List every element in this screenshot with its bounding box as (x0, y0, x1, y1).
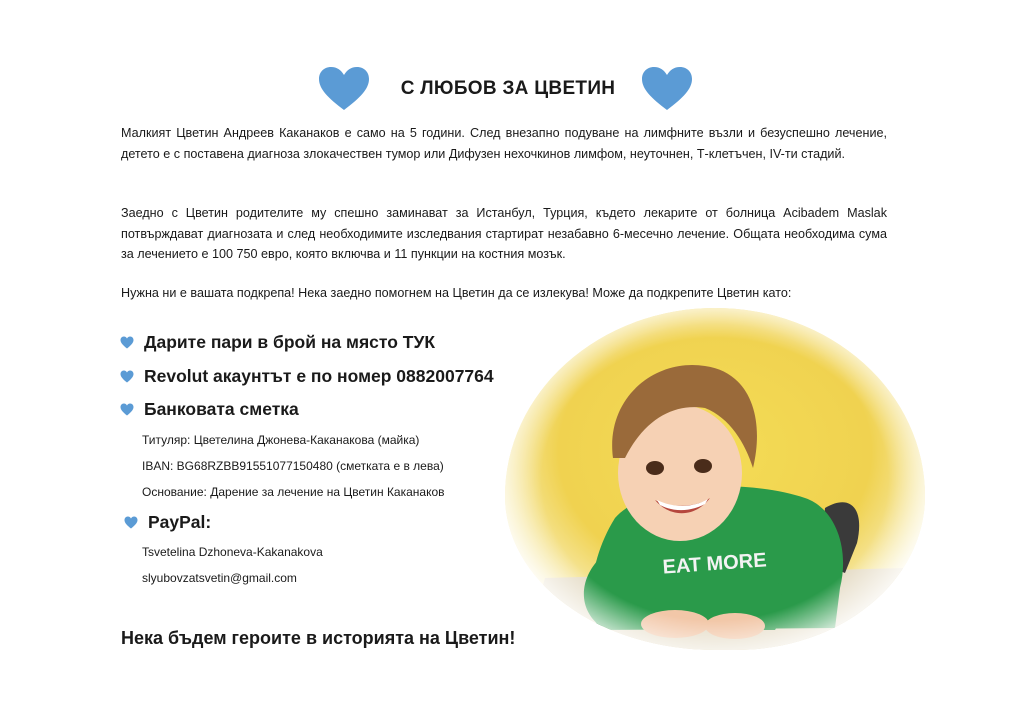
cash-option-label: Дарите пари в брой на място ТУК (144, 332, 436, 352)
intro-paragraph: Заедно с Цветин родителите му спешно заминават за Истанбул, Турция, където лекарите от болница Acibadem Maslak потвърждават диагнозата и след необходимите изследвания стартират незабавно 6-месечно лечение. Общата необходима сума за лечението е 100 750 евро, която включва и 11 пункции на костния мозък. (121, 206, 887, 261)
intro-paragraph: Нужна ни е вашата подкрепа! Нека заедно помогнем на Цветин да се излекува! Може да подкрепите Цветин като: (121, 286, 792, 300)
paypal-option-label: PayPal: (148, 512, 212, 532)
heart-icon (318, 66, 370, 112)
donation-option-revolut (120, 366, 494, 387)
page-title: С ЛЮБОВ ЗА ЦВЕТИН (400, 78, 616, 99)
heart-bullet-icon (120, 370, 134, 383)
intro-paragraph: Малкият Цветин Андреев Каканаков е само на 5 години. След внезапно подуване на лимфните възли и безуспешно лечение, детето е с поставена диагноза злокачествен тумор или Дифузен нехочкинов лимфом, неуточнен, Т-клетъчен, IV-ти стадий. (121, 126, 887, 161)
donation-option-paypal (124, 512, 211, 533)
bank-reason: Основание: Дарение за лечение на Цветин Каканаков (142, 485, 445, 499)
revolut-option-label: Revolut акаунтът е по номер 0882007764 (144, 366, 494, 386)
bank-option-label: Банковата сметка (144, 399, 299, 419)
child-photo (505, 308, 925, 650)
heart-bullet-icon (120, 403, 134, 416)
closing-line: Нека бъдем героите в историята на Цветин! (121, 628, 516, 648)
heart-icon (641, 66, 693, 112)
bank-iban: IBAN: BG68RZBB91551077150480 (сметката е в лева) (142, 459, 444, 473)
paypal-email: slyubovzatsvetin@gmail.com (142, 571, 297, 585)
donation-option-cash (120, 332, 435, 353)
donation-option-bank (120, 399, 299, 420)
heart-bullet-icon (124, 516, 138, 529)
title-row (0, 62, 1024, 114)
bank-holder: Титуляр: Цветелина Джонева-Каканакова (майка) (142, 433, 420, 447)
heart-bullet-icon (120, 336, 134, 349)
paypal-name: Tsvetelina Dzhoneva-Kakanakova (142, 545, 323, 559)
